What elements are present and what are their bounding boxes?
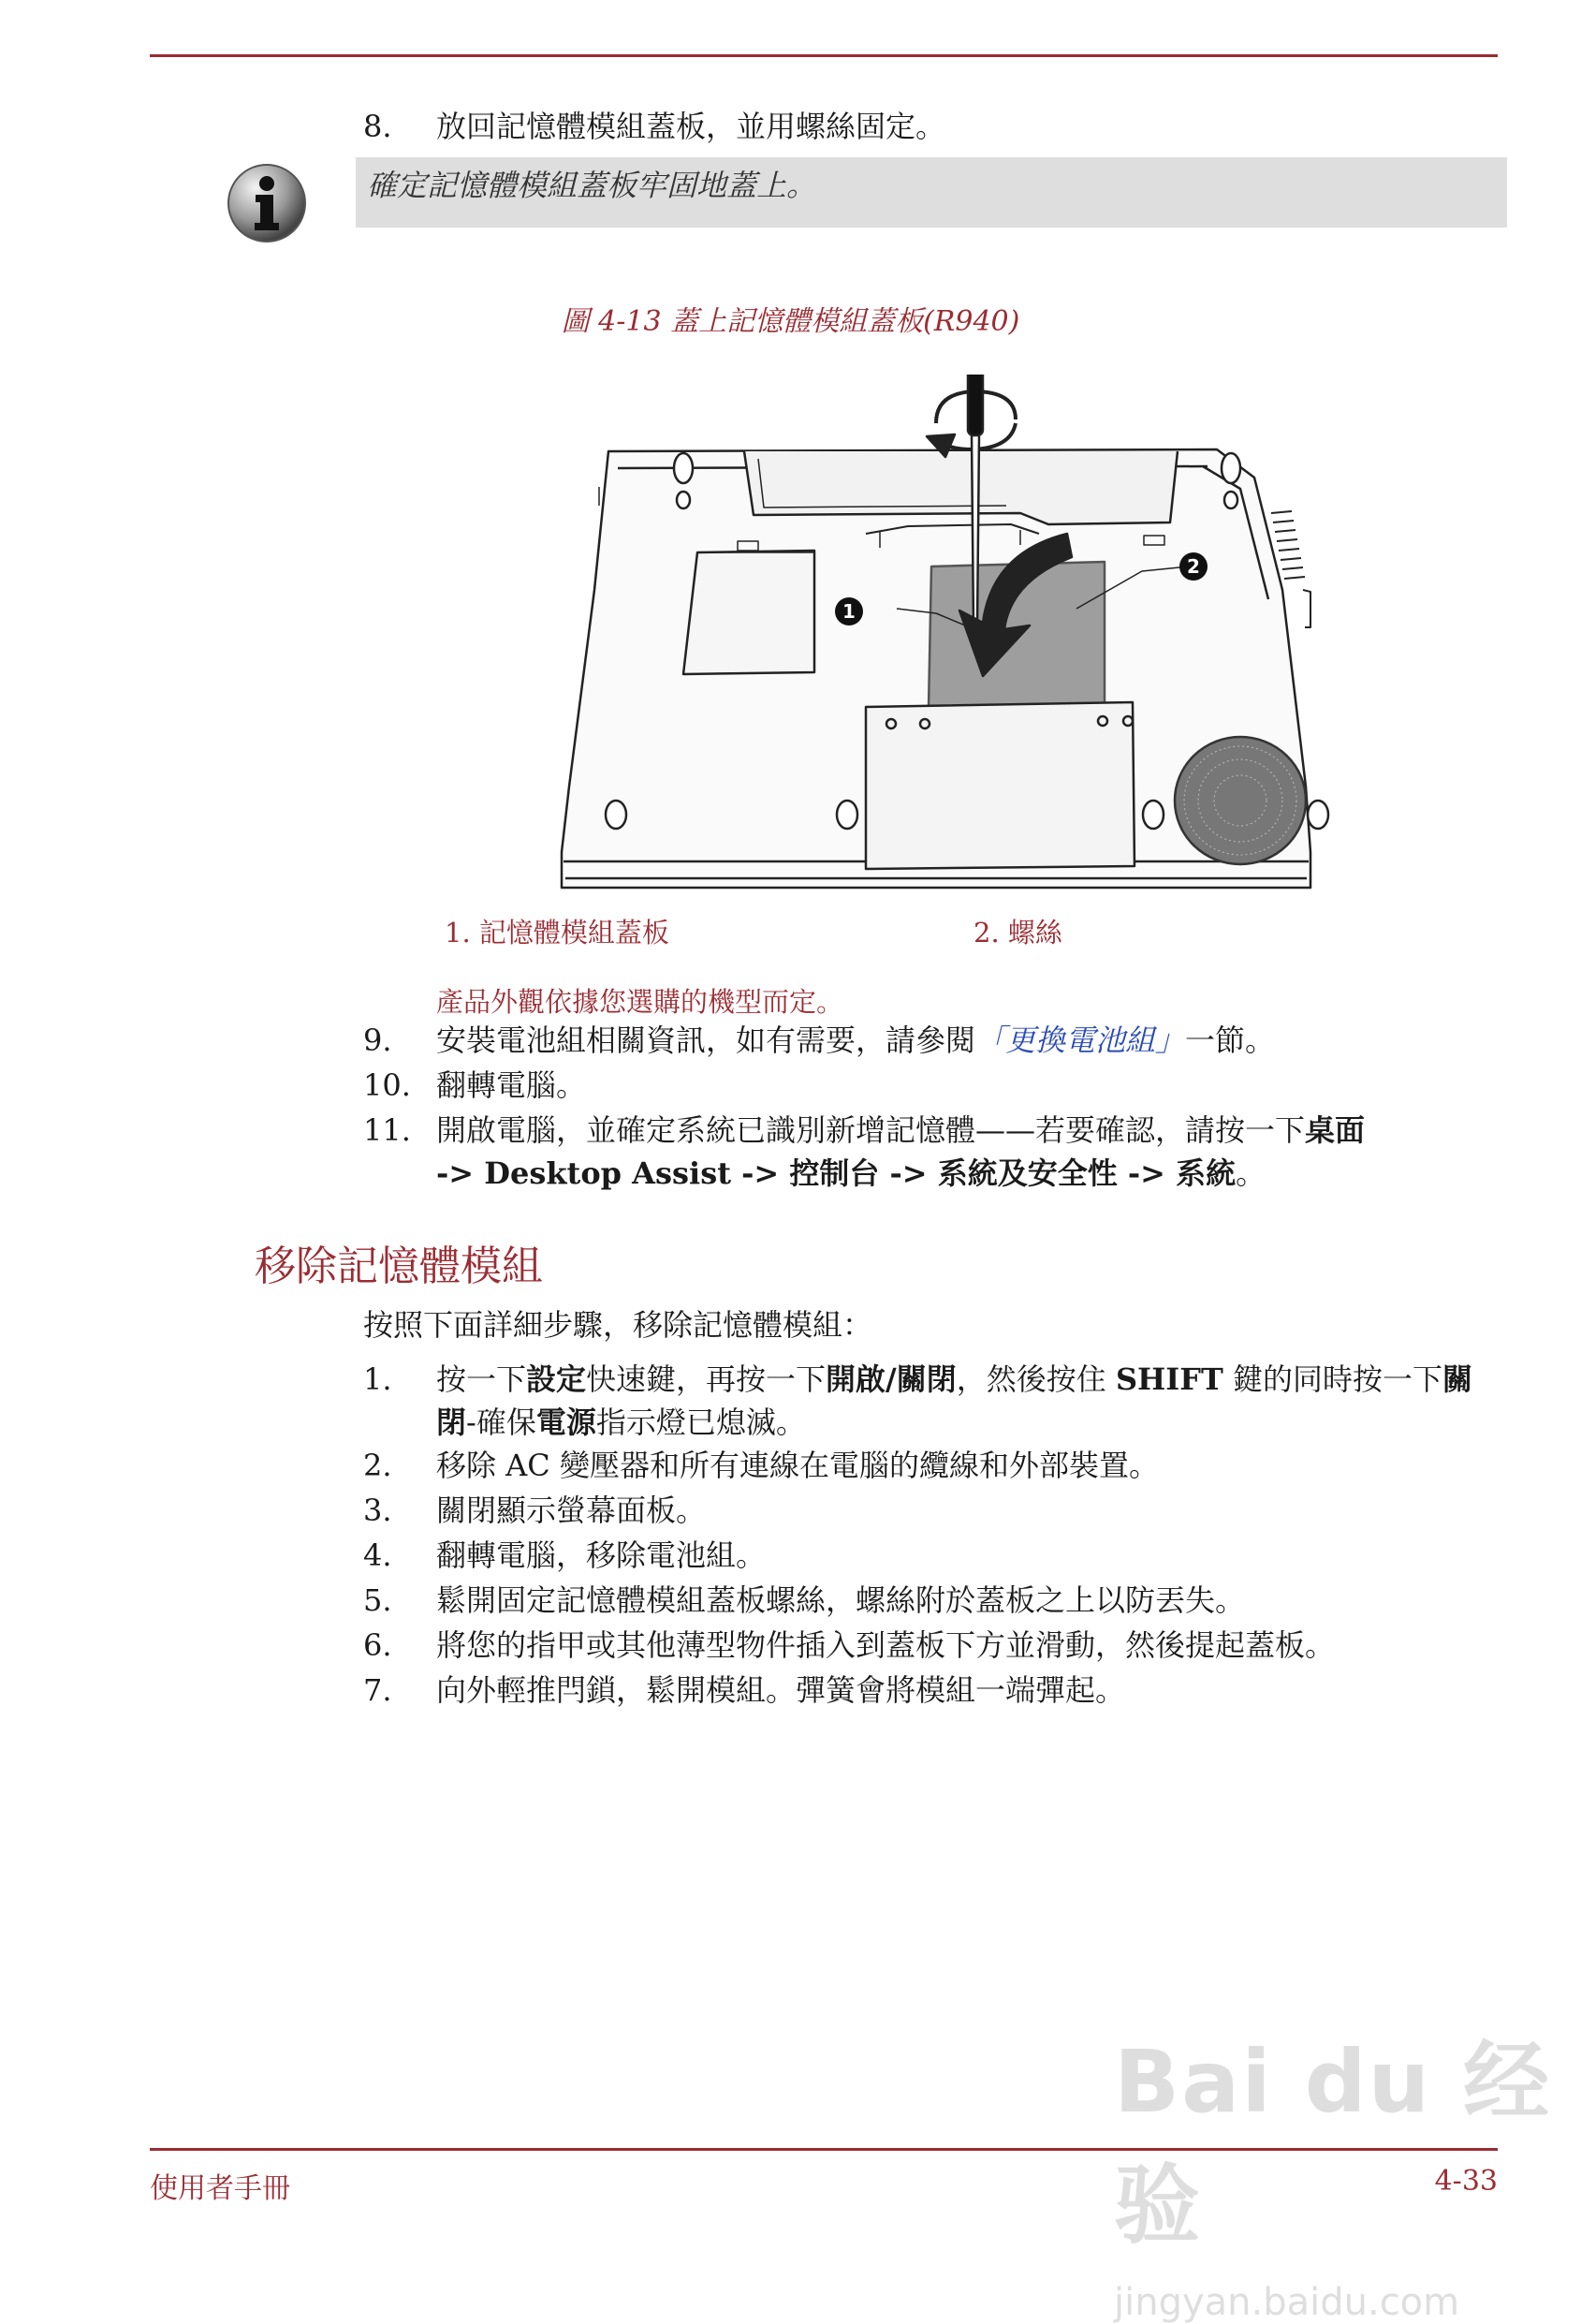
figure-note: 產品外觀依據您選購的機型而定。: [436, 986, 844, 1018]
page-number: 4-33: [1434, 2165, 1498, 2198]
callout-1: 1: [835, 597, 863, 625]
section-intro: 按照下面詳細步驟，移除記憶體模組：: [363, 1307, 873, 1343]
step-number: 1.: [363, 1361, 392, 1397]
step-text: 翻轉電腦，移除電池組。: [436, 1537, 767, 1573]
step-number: 7.: [363, 1672, 392, 1708]
step-text: 移除 AC 變壓器和所有連線在電腦的纜線和外部裝置。: [436, 1448, 1159, 1483]
header-rule: [150, 54, 1498, 57]
step-number: 6.: [363, 1627, 392, 1663]
step-number: 9.: [363, 1022, 392, 1058]
laptop-figure: [543, 375, 1367, 899]
baidu-watermark: [1114, 2013, 1581, 2324]
step-text: 放回記憶體模組蓋板，並用螺絲固定。: [436, 109, 946, 144]
footer-rule: [150, 2148, 1498, 2151]
step-number: 8.: [363, 109, 392, 144]
figure-caption: 圖 4-13 蓋上記憶體模組蓋板(R940): [561, 305, 1020, 338]
footer-title: 使用者手冊: [150, 2172, 290, 2205]
step-text: 翻轉電腦。: [436, 1067, 587, 1103]
step-number: 2.: [363, 1448, 392, 1483]
watermark-url: jingyan.baidu.com: [1114, 2281, 1460, 2324]
section-heading: 移除記憶體模組: [255, 1243, 543, 1290]
info-icon: [225, 161, 309, 245]
legend-item-1: 1. 記憶體模組蓋板: [445, 917, 669, 949]
step-number: 4.: [363, 1537, 392, 1573]
step-text: 關閉顯示螢幕面板。: [436, 1493, 707, 1528]
step-text: 開啟電腦，並確定系統已識別新增記憶體——若要確認，請按一下桌面 -> Desktop Assist -> 控制台 -> 系統及安全性 -> 系統。: [436, 1112, 1366, 1191]
step-text: 向外輕推閂鎖，鬆開模組。彈簧會將模組一端彈起。: [436, 1672, 1126, 1708]
step-number: 11.: [363, 1112, 411, 1148]
battery-link[interactable]: 「更換電池組」: [975, 1022, 1186, 1058]
step-number: 5.: [363, 1582, 392, 1618]
note-text: 確定記憶體模組蓋板牢固地蓋上。: [367, 168, 817, 203]
step-text: 按一下設定快速鍵，再按一下開啟/關閉，然後按住 SHIFT 鍵的同時按一下關閉-確保電源指示燈已熄滅。: [436, 1361, 1472, 1440]
watermark-brand: Bai du 经验: [1114, 2032, 1552, 2256]
step-text: 鬆開固定記憶體模組蓋板螺絲，螺絲附於蓋板之上以防丟失。: [436, 1582, 1246, 1618]
callout-2: 2: [1179, 552, 1208, 581]
step-number: 10.: [363, 1067, 411, 1103]
legend-item-2: 2. 螺絲: [973, 917, 1062, 949]
step-number: 3.: [363, 1493, 392, 1528]
step-text: 將您的指甲或其他薄型物件插入到蓋板下方並滑動，然後提起蓋板。: [436, 1627, 1336, 1663]
step-text: 安裝電池組相關資訊，如有需要，請參閱「更換電池組」一節。: [436, 1022, 1276, 1058]
